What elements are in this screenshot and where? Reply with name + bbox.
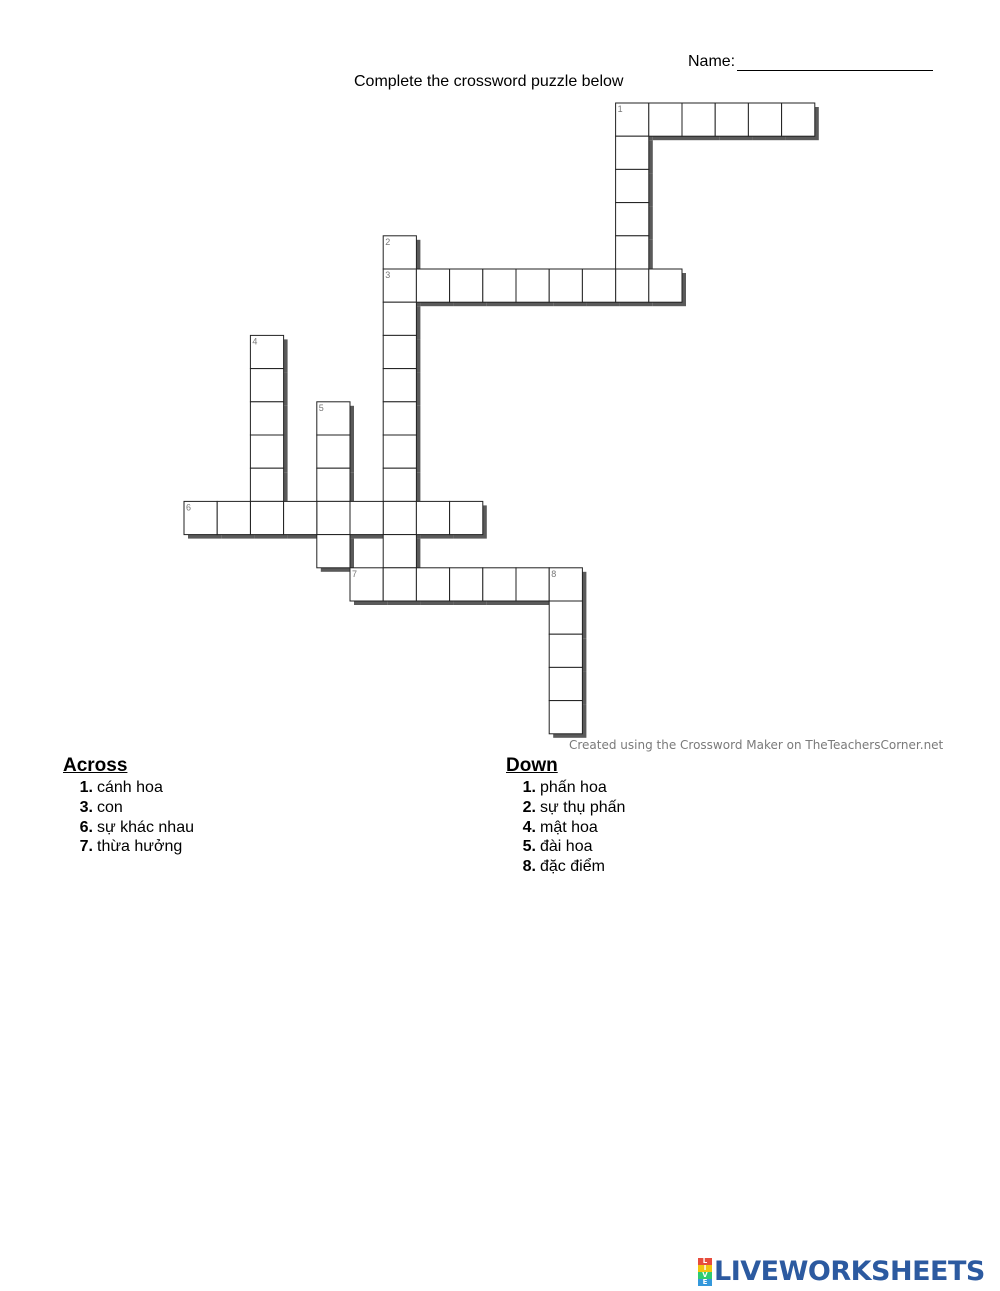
across-clue-1 bbox=[63, 778, 194, 798]
cell-number-5: 5 bbox=[318, 402, 324, 413]
crossword-cell[interactable] bbox=[450, 501, 483, 534]
clue-text: cánh hoa bbox=[97, 779, 163, 796]
cell-number-6: 6 bbox=[186, 502, 192, 513]
credit-text: Created using the Crossword Maker on TheTeachersCorner.net bbox=[569, 738, 944, 752]
clue-number: 2. bbox=[522, 798, 536, 816]
clue-number: 8. bbox=[522, 858, 536, 876]
crossword-cell[interactable] bbox=[250, 468, 283, 501]
crossword-cell[interactable] bbox=[250, 369, 283, 402]
crossword-cell[interactable] bbox=[450, 269, 483, 302]
crossword-cell[interactable] bbox=[483, 568, 516, 601]
crossword-cell[interactable] bbox=[383, 335, 416, 368]
crossword-cell[interactable] bbox=[715, 103, 748, 136]
crossword-cell[interactable] bbox=[516, 269, 549, 302]
crossword-cell[interactable] bbox=[549, 667, 582, 700]
clue-number: 4. bbox=[522, 818, 536, 836]
crossword-cell[interactable] bbox=[383, 302, 416, 335]
cell-number-3: 3 bbox=[385, 270, 391, 280]
name-label: Name: bbox=[688, 53, 736, 70]
crossword-cell[interactable] bbox=[383, 501, 416, 534]
clue-text: sự thụ phấn bbox=[540, 798, 626, 816]
crossword-cell[interactable] bbox=[284, 501, 317, 534]
clue-text: đặc điểm bbox=[540, 858, 605, 876]
down-clue-2 bbox=[506, 798, 625, 818]
across-clue-7 bbox=[63, 837, 194, 857]
crossword-cell[interactable] bbox=[616, 169, 649, 202]
crossword-cell[interactable] bbox=[383, 568, 416, 601]
crossword-cell[interactable] bbox=[549, 634, 582, 667]
crossword-cell[interactable] bbox=[582, 269, 615, 302]
clue-number: 1. bbox=[522, 779, 536, 796]
crossword-cell[interactable] bbox=[250, 435, 283, 468]
across-clue-6 bbox=[63, 818, 194, 838]
crossword-cell[interactable] bbox=[616, 136, 649, 169]
down-clue-1 bbox=[506, 778, 625, 798]
down-heading: Down bbox=[506, 755, 558, 776]
across-clue-list bbox=[63, 778, 194, 857]
crossword-cell[interactable] bbox=[748, 103, 781, 136]
crossword-cell[interactable] bbox=[317, 468, 350, 501]
crossword-cell[interactable] bbox=[416, 568, 449, 601]
clue-number: 1. bbox=[79, 779, 93, 796]
crossword-cell[interactable] bbox=[616, 236, 649, 269]
logo-badge-letter: V bbox=[698, 1272, 712, 1279]
crossword-cell[interactable] bbox=[682, 103, 715, 136]
clue-number: 6. bbox=[79, 818, 93, 836]
logo-badge-icon bbox=[698, 1258, 712, 1286]
crossword-cell[interactable] bbox=[250, 501, 283, 534]
crossword-cell[interactable] bbox=[217, 501, 250, 534]
across-heading: Across bbox=[63, 755, 128, 776]
crossword-cell[interactable] bbox=[483, 269, 516, 302]
cell-number-7: 7 bbox=[352, 568, 358, 579]
logo-badge-letter: E bbox=[698, 1279, 712, 1286]
instructions: Complete the crossword puzzle below bbox=[354, 73, 624, 90]
logo-badge-letter: L bbox=[698, 1258, 712, 1265]
crossword-cell[interactable] bbox=[516, 568, 549, 601]
down-clue-8 bbox=[506, 857, 625, 877]
crossword-cell[interactable] bbox=[549, 269, 582, 302]
crossword-cell[interactable] bbox=[549, 601, 582, 634]
clue-text: con bbox=[97, 798, 123, 816]
crossword-cell[interactable] bbox=[782, 103, 815, 136]
clue-text: sự khác nhau bbox=[97, 818, 194, 836]
crossword-cell[interactable] bbox=[383, 402, 416, 435]
across-clues bbox=[63, 755, 194, 857]
down-clue-5 bbox=[506, 837, 625, 857]
crossword-cell[interactable] bbox=[649, 269, 682, 302]
crossword-cell[interactable] bbox=[383, 468, 416, 501]
crossword-cell[interactable] bbox=[250, 402, 283, 435]
crossword-cell[interactable] bbox=[383, 435, 416, 468]
cell-number-8: 8 bbox=[551, 568, 557, 579]
crossword-cell[interactable] bbox=[317, 501, 350, 534]
clue-text: đài hoa bbox=[540, 838, 593, 856]
crossword-cell[interactable] bbox=[416, 501, 449, 534]
cell-number-4: 4 bbox=[252, 336, 258, 347]
down-clues bbox=[506, 755, 625, 877]
down-clue-list bbox=[506, 778, 625, 877]
cell-number-1: 1 bbox=[617, 104, 623, 114]
down-clue-4 bbox=[506, 818, 625, 838]
crossword-cell[interactable] bbox=[350, 501, 383, 534]
clue-number: 3. bbox=[79, 798, 93, 816]
liveworksheets-logo bbox=[698, 1256, 985, 1287]
clue-text: mật hoa bbox=[540, 818, 598, 836]
crossword-cell[interactable] bbox=[450, 568, 483, 601]
crossword-cell[interactable] bbox=[616, 203, 649, 236]
crossword-cell[interactable] bbox=[383, 535, 416, 568]
logo-badge-letter: I bbox=[698, 1265, 712, 1272]
crossword-cell[interactable] bbox=[416, 269, 449, 302]
clue-text: thừa hưởng bbox=[97, 838, 183, 856]
cell-number-2: 2 bbox=[385, 236, 391, 247]
crossword-cell[interactable] bbox=[549, 701, 582, 734]
clue-text: phấn hoa bbox=[540, 779, 607, 796]
crossword-cell[interactable] bbox=[616, 269, 649, 302]
clue-number: 7. bbox=[79, 838, 93, 856]
crossword-cell[interactable] bbox=[649, 103, 682, 136]
crossword-cell[interactable] bbox=[317, 535, 350, 568]
across-clue-3 bbox=[63, 798, 194, 818]
logo-text: LIVEWORKSHEETS bbox=[714, 1256, 985, 1287]
crossword-cell[interactable] bbox=[383, 369, 416, 402]
crossword-cell[interactable] bbox=[317, 435, 350, 468]
clue-number: 5. bbox=[522, 838, 536, 856]
